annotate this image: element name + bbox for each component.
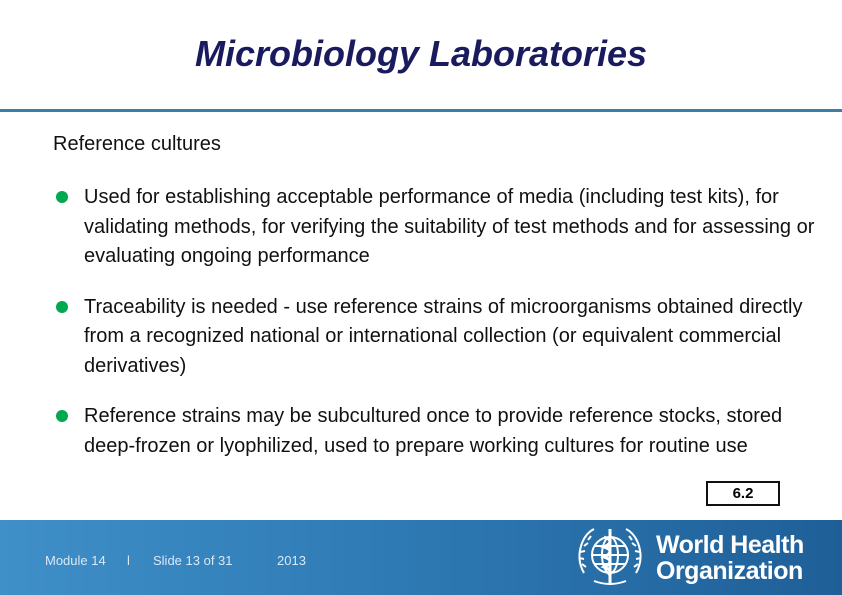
bullet-text: Used for establishing acceptable performance of media (including test kits), for validating methods, for verifying the suitability of test methods and for assessing or evaluating ongoing performance xyxy=(84,186,815,267)
footer-bar xyxy=(0,520,842,595)
bullet-item xyxy=(56,293,816,382)
footer-module: Module 14 xyxy=(45,553,106,568)
who-emblem-icon xyxy=(572,523,648,591)
bullet-dot-icon xyxy=(56,410,68,422)
bullet-item xyxy=(56,402,816,461)
reference-badge: 6.2 xyxy=(706,481,780,506)
footer-slide-number: Slide 13 of 31 xyxy=(153,553,233,568)
who-logo-line2: Organization xyxy=(656,557,803,585)
footer-separator: l xyxy=(127,553,130,568)
bullet-item xyxy=(56,183,816,272)
who-logo-line1: World Health xyxy=(656,531,804,559)
subheading: Reference cultures xyxy=(53,133,221,155)
title-divider xyxy=(0,109,842,112)
footer-year: 2013 xyxy=(277,553,306,568)
bullet-list xyxy=(56,183,816,482)
who-logo xyxy=(572,523,812,591)
bullet-text: Reference strains may be subcultured once to provide reference stocks, stored deep-frozen or lyophilized, used to prepare working cultures for routine use xyxy=(84,405,783,457)
bullet-dot-icon xyxy=(56,301,68,313)
who-logo-text xyxy=(656,532,804,584)
slide-title: Microbiology Laboratories xyxy=(194,33,648,74)
bullet-text: Traceability is needed - use reference strains of microorganisms obtained directly from a recognized national or international collection (or equivalent commercial derivatives) xyxy=(84,295,803,377)
bullet-dot-icon xyxy=(56,191,68,203)
